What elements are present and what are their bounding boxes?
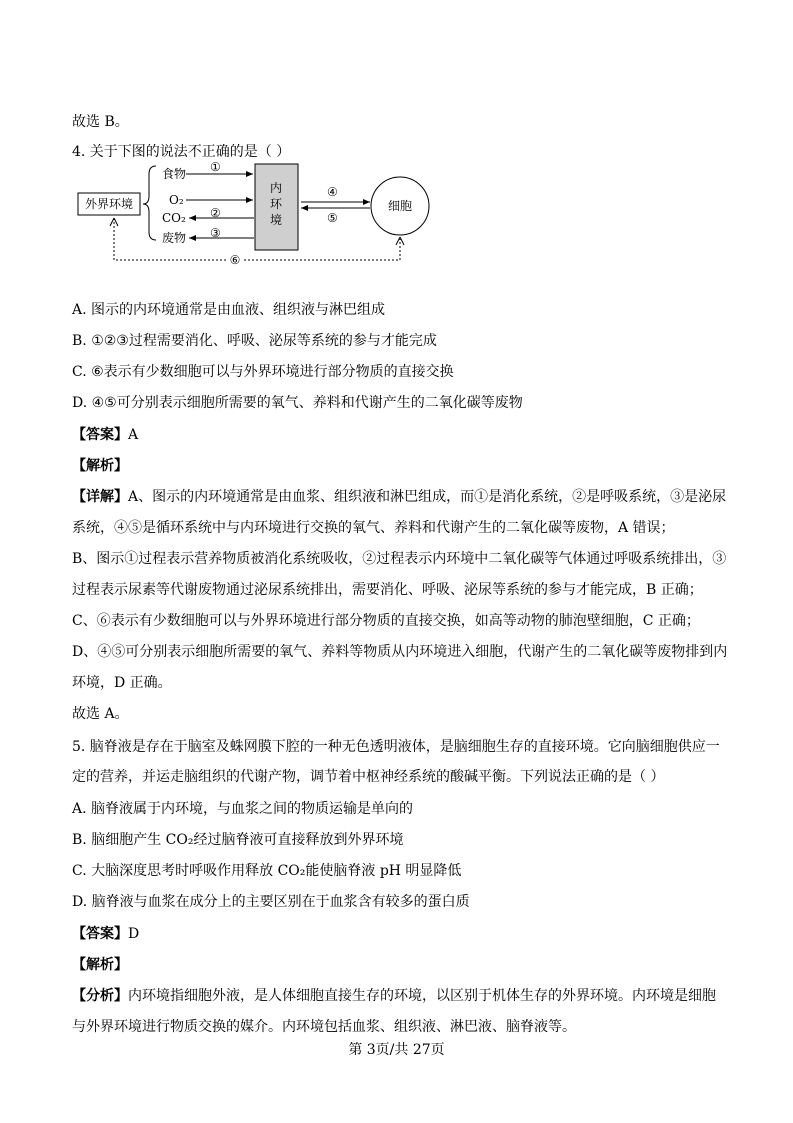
environment-cell-diagram bbox=[72, 160, 442, 272]
cell-label: 细胞 bbox=[387, 199, 413, 213]
option-c: C. ⑥表示有少数细胞可以与外界环境进行部分物质的直接交换 bbox=[72, 364, 454, 380]
detail-line: C、⑥表示有少数细胞可以与外界环境进行部分物质的直接交换，如高等动物的肺泡壁细胞，C 正确； bbox=[72, 613, 700, 629]
detail-line: B、图示①过程表示营养物质被消化系统吸收，②过程表示内环境中二氧化碳等气体通过呼吸系统排出，③ bbox=[72, 551, 727, 567]
answer-value: D bbox=[128, 926, 140, 942]
option-b: B. ①②③过程需要消化、呼吸、泌尿等系统的参与才能完成 bbox=[72, 333, 437, 349]
inner-label-3: 境 bbox=[269, 213, 283, 227]
co2-label: CO₂ bbox=[162, 211, 186, 225]
question-5-stem: 定的营养，并运走脑组织的代谢产物，调节着中枢神经系统的酸碱平衡。下列说法正确的是（ ） bbox=[72, 769, 665, 785]
num-3: ③ bbox=[210, 226, 221, 240]
analysis-text: 内环境指细胞外液，是人体细胞直接生存的环境，以区别于机体生存的外界环境。内环境是细胞 bbox=[128, 988, 716, 1004]
answer-value: A bbox=[128, 427, 139, 443]
o2-label: O₂ bbox=[169, 193, 184, 207]
detail-tag: 【详解】 bbox=[72, 489, 128, 505]
num-6: ⑥ bbox=[229, 253, 241, 267]
analysis-label: 【分析】 bbox=[72, 988, 128, 1004]
num-1: ① bbox=[210, 160, 221, 174]
inner-label-1: 内 bbox=[269, 181, 283, 195]
inner-label-2: 环 bbox=[269, 197, 283, 211]
analysis-line: 与外界环境进行物质交换的媒介。内环境包括血浆、组织液、淋巴液、脑脊液等。 bbox=[72, 1019, 576, 1035]
detail-line: D、④⑤可分别表示细胞所需要的氧气、养料等物质从内环境进入细胞，代谢产生的二氧化碳等废物排到内 bbox=[72, 644, 728, 660]
page-footer: 第 3页/共 27页 bbox=[348, 1042, 445, 1058]
detail-line: 过程表示尿素等代谢废物通过泌尿系统排出，需要消化、呼吸、泌尿等系统的参与才能完成，B 正确； bbox=[72, 582, 703, 598]
answer-line bbox=[72, 924, 139, 944]
detail-text: A、图示的内环境通常是由血浆、组织液和淋巴组成，而①是消化系统，②是呼吸系统，③是泌尿 bbox=[128, 489, 727, 505]
analysis-line bbox=[72, 986, 716, 1006]
brace bbox=[143, 166, 156, 240]
detail-line: 环境，D 正确。 bbox=[72, 675, 172, 691]
waste-label: 废物 bbox=[162, 231, 187, 245]
option-d: D. ④⑤可分别表示细胞所需要的氧气、养料和代谢产生的二氧化碳等废物 bbox=[72, 395, 523, 411]
answer-line bbox=[72, 425, 138, 445]
num-4: ④ bbox=[327, 185, 338, 199]
detail-line: 系统，④⑤是循环系统中与内环境进行交换的氧气、养料和代谢产生的二氧化碳等废物，A 错误； bbox=[72, 520, 675, 536]
outer-environment-label: 外界环境 bbox=[84, 197, 134, 211]
answer-tag: 【答案】 bbox=[72, 427, 128, 443]
conclusion: 故选 A。 bbox=[72, 706, 129, 722]
option-d: D. 脑脊液与血浆在成分上的主要区别在于血浆含有较多的蛋白质 bbox=[72, 894, 470, 910]
option-a: A. 脑脊液属于内环境，与血浆之间的物质运输是单向的 bbox=[72, 801, 414, 817]
answer-tag: 【答案】 bbox=[72, 926, 128, 942]
text-line: 故选 B。 bbox=[72, 114, 129, 130]
question-5-stem: 5. 脑脊液是存在于脑室及蛛网膜下腔的一种无色透明液体，是脑细胞生存的直接环境。它向脑细胞供应一 bbox=[72, 739, 720, 755]
option-c: C. 大脑深度思考时呼吸作用释放 CO₂能使脑脊液 pH 明显降低 bbox=[72, 863, 462, 879]
option-b: B. 脑细胞产生 CO₂经过脑脊液可直接释放到外界环境 bbox=[72, 832, 404, 848]
num-5: ⑤ bbox=[327, 211, 338, 225]
detail-line bbox=[72, 487, 726, 507]
food-label: 食物 bbox=[162, 167, 187, 181]
analysis-tag: 【解析】 bbox=[72, 957, 128, 973]
question-4-stem: 4. 关于下图的说法不正确的是（ ） bbox=[72, 144, 291, 160]
option-a: A. 图示的内环境通常是由血液、组织液与淋巴组成 bbox=[72, 302, 386, 318]
num-2: ② bbox=[210, 206, 221, 220]
analysis-tag: 【解析】 bbox=[72, 458, 128, 474]
